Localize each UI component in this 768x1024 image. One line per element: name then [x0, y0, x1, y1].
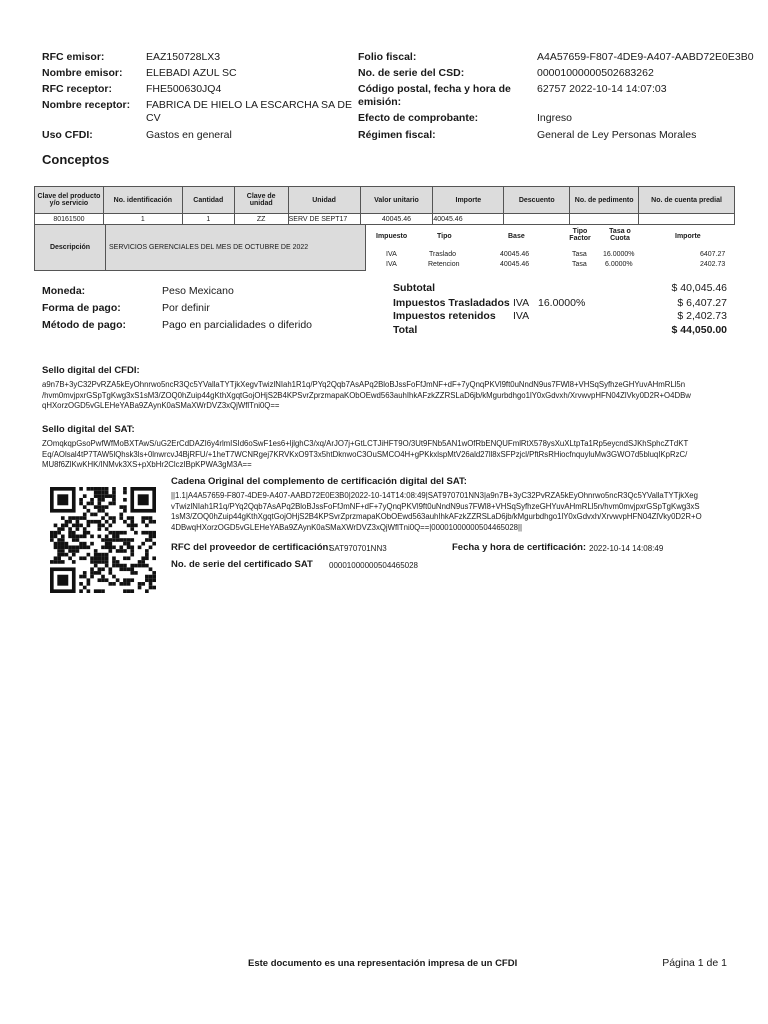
regimen-label: Régimen fiscal:	[358, 129, 436, 141]
imp-head-impuesto: Impuesto	[376, 233, 408, 240]
imp-head-tasa: Tasa o Cuota	[609, 228, 631, 242]
col-clave-producto: Clave del producto y/o servicio	[35, 187, 104, 214]
total-label: Total	[393, 324, 418, 336]
col-clave-unidad: Clave de unidad	[234, 187, 288, 214]
trasladados-label: Impuestos Trasladados	[393, 297, 510, 309]
moneda-label: Moneda:	[42, 285, 86, 297]
cell-clave-unidad: ZZ	[234, 214, 288, 225]
sello-sat-title: Sello digital del SAT:	[42, 424, 135, 435]
codigo-postal-label-line1: Código postal, fecha y hora de	[358, 83, 511, 95]
cell-valor-unitario: 40045.46	[360, 214, 433, 225]
nombre-emisor-value: ELEBADI AZUL SC	[146, 67, 237, 79]
qr-code	[50, 487, 156, 593]
imp-row2-base: 40045.46	[500, 261, 530, 268]
col-descuento: Descuento	[504, 187, 570, 214]
sello-sat-text: ZOmqkqpGsoPwfWfMoBXTAwS/uG2ErCdDAZI6y4rlmISId6oSwF1es6+ljlghC3/xq/ArJO7j+GtLCTJiHFT9O/3Ut9FNb5AN1wOfRbENQUFmlRtX578ysXuXLtpTa1Rp5eycndSJKhSphcZTdKT Eq/AOlsal4tP7TAW5lQhsk3ls+0lnwrcvJ4BjRFU/+1heT7WCNRgej7KRVKxO9T3x5htDknwoC3OuSMCO4H+gPKkxlspMtV26ald27ll8xSFPzjcl/PftRsRHiocfnquyluMw3GWO7d5bluqIKpRzC/ MU8f6ZlKwKHK/INMvk3XS+pXbHr2ClczIBpKPWA3gM3A==	[42, 439, 689, 469]
imp-head-tipo: Tipo	[437, 233, 452, 240]
nombre-receptor-label: Nombre receptor:	[42, 99, 131, 111]
cadena-title: Cadena Original del complemento de certificación digital del SAT:	[171, 476, 467, 487]
imp-head-tipo-factor: Tipo Factor	[569, 228, 591, 242]
nombre-receptor-value-line2: CV	[146, 112, 161, 124]
serie-certificado-label: No. de serie del certificado SAT	[171, 559, 313, 570]
cell-no-identificacion: 1	[103, 214, 182, 225]
imp-row1-base: 40045.46	[500, 251, 530, 258]
page-number: Página 1 de 1	[662, 957, 727, 969]
serie-csd-label: No. de serie del CSD:	[358, 67, 465, 79]
nombre-emisor-label: Nombre emisor:	[42, 67, 123, 79]
serie-certificado-value: 00001000000504465028	[329, 561, 418, 570]
efecto-label: Efecto de comprobante:	[358, 112, 479, 124]
folio-fiscal-value: A4A57659-F807-4DE9-A407-AABD72E0E3B0	[537, 51, 754, 63]
codigo-postal-label-line2: emisión:	[358, 96, 402, 108]
rfc-receptor-label: RFC receptor:	[42, 83, 113, 95]
cell-no-pedimento	[570, 214, 639, 225]
table-row	[35, 214, 735, 225]
imp-row2-tasa: 6.0000%	[605, 261, 633, 268]
imp-row2-factor: Tasa	[572, 261, 587, 268]
footer-note: Este documento es una representación impresa de un CFDI	[248, 958, 518, 969]
forma-pago-value: Por definir	[162, 302, 210, 314]
cell-cuenta-predial	[639, 214, 735, 225]
serie-csd-value: 00001000000502683262	[537, 67, 654, 79]
col-cantidad: Cantidad	[182, 187, 234, 214]
conceptos-table	[34, 186, 735, 225]
col-no-pedimento: No. de pedimento	[570, 187, 639, 214]
sello-cfdi-text: a9n7B+3yC32PvRZA5kEyOhnrwo5ncR3Qc5YVallaTYTjkXegvTwizlNIah1R1q/PYq2Qqb7AsAPq2BloBJssFoFfJmNF+dF+7yQnqPKVl9ft0uNndN9us7FWl8+VHSqSyfhzeGHYuvAHmRLl5n /hvm0mvjpxrGSpTgKwg3xS1sM3/ZOQ0hZuip44gKthXgqtGojOHjS2B4KPSvrZprzmapaKObOEwd563auhIhkAFzkZZRSLaD6jb/kMgurbdhgo1lY0xGdvxh/XrvwvpHFN04ZlVky0D2R+O4DBw qHXorzOGD5vGLEHeYABa9ZAynK0aSMaXWrDVZ3xQjWflTni0Q==	[42, 380, 691, 410]
descripcion-box	[34, 224, 366, 271]
metodo-pago-label: Método de pago:	[42, 319, 126, 331]
efecto-value: Ingreso	[537, 112, 573, 124]
descripcion-label: Descripción	[35, 225, 106, 270]
retenidos-tax: IVA	[513, 310, 530, 322]
metodo-pago-value: Pago en parcialidades o diferido	[162, 319, 313, 331]
imp-row1-importe: 6407.27	[700, 251, 726, 258]
col-importe: Importe	[433, 187, 504, 214]
col-valor-unitario: Valor unitario	[360, 187, 433, 214]
retenidos-label: Impuestos retenidos	[393, 310, 496, 322]
cell-unidad: SERV DE SEPT17	[288, 214, 360, 225]
cell-clave-producto: 80161500	[35, 214, 104, 225]
imp-row2-tipo: Retencion	[428, 261, 460, 268]
imp-row1-tipo: Traslado	[429, 251, 456, 258]
conceptos-title: Conceptos	[42, 152, 110, 167]
rfc-emisor-value: EAZ150728LX3	[146, 51, 221, 63]
imp-head-base: Base	[508, 233, 525, 240]
cell-cantidad: 1	[182, 214, 234, 225]
cell-descuento	[504, 214, 570, 225]
imp-row2-impuesto: IVA	[386, 261, 397, 268]
uso-cfdi-value: Gastos en general	[146, 129, 232, 141]
codigo-postal-value: 62757 2022-10-14 14:07:03	[537, 83, 667, 95]
cell-importe: 40045.46	[433, 214, 504, 225]
subtotal-label: Subtotal	[393, 282, 435, 294]
rfc-receptor-value: FHE500630JQ4	[146, 83, 222, 95]
col-unidad: Unidad	[288, 187, 360, 214]
subtotal-value: $ 40,045.46	[671, 282, 727, 294]
imp-head-importe: Importe	[675, 233, 701, 240]
trasladados-rate: 16.0000%	[538, 297, 586, 309]
rfc-emisor-label: RFC emisor:	[42, 51, 105, 63]
sello-cfdi-title: Sello digital del CFDI:	[42, 365, 140, 376]
fecha-certificacion-value: 2022-10-14 14:08:49	[589, 544, 664, 553]
descripcion-value: SERVICIOS GERENCIALES DEL MES DE OCTUBRE DE 2022	[109, 244, 309, 251]
col-no-identificacion: No. identificación	[103, 187, 182, 214]
imp-row2-importe: 2402.73	[700, 261, 726, 268]
conceptos-header-row	[35, 187, 735, 214]
rfc-proveedor-value: SAT970701NN3	[329, 544, 387, 553]
imp-row1-tasa: 16.0000%	[603, 251, 635, 258]
retenidos-value: $ 2,402.73	[677, 310, 727, 322]
total-value: $ 44,050.00	[671, 324, 727, 336]
col-cuenta-predial: No. de cuenta predial	[639, 187, 735, 214]
nombre-receptor-value-line1: FABRICA DE HIELO LA ESCARCHA SA DE	[146, 99, 352, 111]
regimen-value: General de Ley Personas Morales	[537, 129, 697, 141]
forma-pago-label: Forma de pago:	[42, 302, 121, 314]
folio-fiscal-label: Folio fiscal:	[358, 51, 417, 63]
imp-row1-impuesto: IVA	[386, 251, 397, 258]
trasladados-value: $ 6,407.27	[677, 297, 727, 309]
uso-cfdi-label: Uso CFDI:	[42, 129, 93, 141]
rfc-proveedor-label: RFC del proveedor de certificación:	[171, 542, 332, 553]
cadena-text: ||1.1|A4A57659-F807-4DE9-A407-AABD72E0E3B0|2022-10-14T14:08:49|SAT970701NN3|a9n7B+3yC32PvRZA5kEyOhnrwo5ncR3Qc5YVallaTYTjkXeg vTwizlNIah1R1q/PYq2Qqb7AsAPq2BloBJssFoFfJmNF+dF+7yQnqPKVl9ft0uNndN9us7FWl8+VHSqSyfhzeGHYuvAHmRLl5n/hvm0mvjpxrGSpTgKwg3xS 1sM3/ZOQ0hZuip44gKthXgqtGojOHjS2B4KPSvrZprzmapaKObOEwd563auhIhkAFzkZZRSLaD6jb/kMgurbdhgo1lY0xGdvxh/XrvwvpHFN04ZlVky0D2R+O 4DBwqHXorzOGD5vGLEHeYABa9ZAynK0aSMaXWrDVZ3xQjWflTni0Q==|00001000000504465028||	[171, 491, 702, 532]
trasladados-tax: IVA	[513, 297, 530, 309]
imp-row1-factor: Tasa	[572, 251, 587, 258]
fecha-certificacion-label: Fecha y hora de certificación:	[452, 542, 587, 553]
moneda-value: Peso Mexicano	[162, 285, 234, 297]
